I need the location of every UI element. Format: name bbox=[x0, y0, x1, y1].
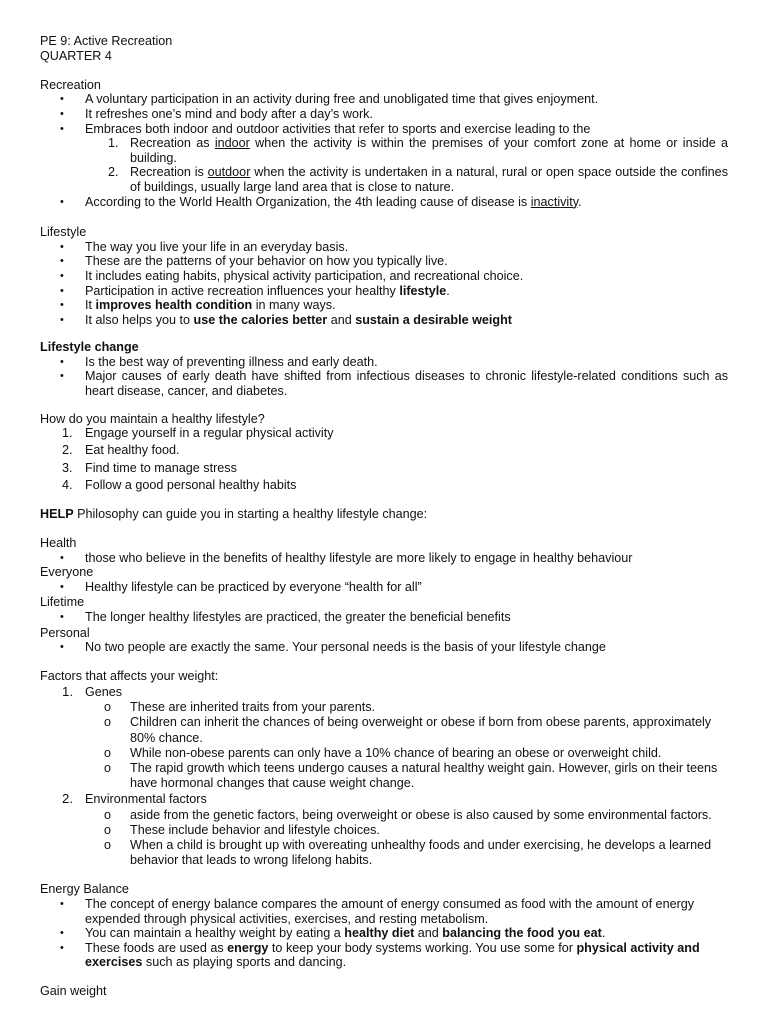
list-item: 1. Recreation as indoor when the activity is within the premises of your comfort zone at home or inside a building. bbox=[108, 136, 729, 165]
list-item: • The concept of energy balance compares the amount of energy consumed as food with the amount of energy expended through physical activities, exercises, and resting metabolism. bbox=[60, 896, 695, 926]
list-item: 1. Engage yourself in a regular physical activity bbox=[62, 426, 334, 441]
bullet-icon: • bbox=[60, 284, 64, 297]
bullet-icon: • bbox=[60, 941, 64, 954]
list-item: • The way you live your life in an everyday basis. bbox=[60, 239, 349, 254]
bullet-icon: • bbox=[60, 93, 64, 106]
list-item: • Is the best way of preventing illness and early death. bbox=[60, 354, 378, 369]
bullet-icon: • bbox=[60, 269, 64, 282]
circle-bullet-icon: o bbox=[104, 700, 112, 715]
list-item: 2. Eat healthy food. bbox=[62, 443, 180, 458]
section-heading: Lifestyle bbox=[40, 225, 87, 240]
bullet-icon: • bbox=[60, 580, 64, 593]
list-item: 4. Follow a good personal healthy habits bbox=[62, 477, 297, 492]
list-item: 1. Genes bbox=[62, 683, 123, 699]
section-heading: Energy Balance bbox=[40, 882, 129, 897]
section-weight-factors bbox=[40, 669, 728, 869]
list-item: 2. Recreation is outdoor when the activity is undertaken in a natural, rural or open space outside the confines of buildings, usually large land area that is close to nature. bbox=[108, 165, 728, 194]
list-item: • It improves health condition in many ways. bbox=[60, 298, 336, 313]
help-label: Personal bbox=[40, 625, 90, 640]
section-lifestyle bbox=[40, 225, 728, 327]
circle-bullet-icon: o bbox=[104, 837, 112, 852]
list-item: o These include behavior and lifestyle choices. bbox=[104, 822, 380, 837]
section-help bbox=[40, 507, 728, 522]
bullet-icon: • bbox=[60, 122, 64, 135]
list-item: • You can maintain a healthy weight by eating a healthy diet and balancing the food you eat. bbox=[60, 926, 606, 941]
help-label: Lifetime bbox=[40, 595, 85, 610]
circle-bullet-icon: o bbox=[104, 807, 112, 822]
bullet-icon: • bbox=[60, 107, 64, 120]
section-lifestyle-change bbox=[40, 340, 728, 398]
list-item: • It also helps you to use the calories better and sustain a desirable weight bbox=[60, 312, 512, 327]
section-maintain bbox=[40, 412, 728, 493]
list-item: o Children can inherit the chances of being overweight or obese if born from obese parents, approximately 80% chance. bbox=[104, 715, 712, 745]
section-heading: Recreation bbox=[40, 77, 101, 92]
section-heading: How do you maintain a healthy lifestyle? bbox=[40, 411, 265, 426]
list-item: • The longer healthy lifestyles are practiced, the greater the beneficial benefits bbox=[60, 609, 511, 624]
section-heading: Gain weight bbox=[40, 983, 107, 998]
bullet-icon: • bbox=[60, 255, 64, 268]
circle-bullet-icon: o bbox=[104, 760, 112, 775]
list-item: • These are the patterns of your behavior on how you typically live. bbox=[60, 254, 448, 269]
bullet-icon: • bbox=[60, 610, 64, 623]
list-item: • These foods are used as energy to keep your body systems working. You use some for physical activity and exercises such as playing sports and dancing. bbox=[60, 940, 700, 970]
bullet-icon: • bbox=[60, 370, 64, 383]
section-heading: Factors that affects your weight: bbox=[40, 668, 219, 683]
help-label: Everyone bbox=[40, 565, 94, 580]
list-item: • According to the World Health Organization, the 4th leading cause of disease is inactivity. bbox=[60, 194, 582, 209]
list-item: 3. Find time to manage stress bbox=[62, 460, 237, 475]
section-help-items bbox=[40, 536, 728, 655]
circle-bullet-icon: o bbox=[104, 715, 112, 730]
bullet-icon: • bbox=[60, 313, 64, 326]
list-item: • those who believe in the benefits of healthy lifestyle are more likely to engage in healthy behaviour bbox=[60, 550, 633, 565]
list-item: o While non-obese parents can only have a 10% chance of bearing an obese or overweight child. bbox=[104, 745, 662, 760]
quarter-label: QUARTER 4 bbox=[40, 48, 112, 63]
section-heading: Lifestyle change bbox=[40, 340, 139, 355]
bullet-icon: • bbox=[60, 355, 64, 368]
list-item: 2. Environmental factors bbox=[62, 791, 207, 807]
circle-bullet-icon: o bbox=[104, 745, 112, 760]
list-item: • It refreshes one’s mind and body after a day’s work. bbox=[60, 106, 373, 121]
list-item: o aside from the genetic factors, being overweight or obese is also caused by some environmental factors. bbox=[104, 807, 712, 822]
bullet-icon: • bbox=[60, 551, 64, 564]
bullet-icon: • bbox=[60, 195, 64, 208]
list-item: • Major causes of early death have shifted from infectious diseases to chronic lifestyle-related conditions such as heart disease, cancer, and diabetes. bbox=[60, 369, 728, 399]
section-recreation bbox=[40, 78, 728, 209]
help-label: Health bbox=[40, 536, 77, 550]
list-item: • Healthy lifestyle can be practiced by everyone “health for all” bbox=[60, 579, 422, 594]
course-title: PE 9: Active Recreation bbox=[40, 34, 173, 48]
section-gain-weight bbox=[40, 984, 728, 999]
circle-bullet-icon: o bbox=[104, 822, 112, 837]
section-energy-balance bbox=[40, 882, 728, 970]
list-item: • A voluntary participation in an activity during free and unobligated time that gives enjoyment. bbox=[60, 92, 599, 107]
help-intro: HELP Philosophy can guide you in starting a healthy lifestyle change: bbox=[40, 507, 428, 522]
bullet-icon: • bbox=[60, 641, 64, 654]
list-item: • Embraces both indoor and outdoor activities that refer to sports and exercise leading to the bbox=[60, 121, 591, 136]
list-item: • Participation in active recreation influences your healthy lifestyle. bbox=[60, 283, 450, 298]
list-item: • No two people are exactly the same. Your personal needs is the basis of your lifestyle change bbox=[60, 640, 606, 655]
list-item: o When a child is brought up with overeating unhealthy foods and under exercising, he develops a learned behavior that leads to wrong lifelong habits. bbox=[104, 837, 712, 868]
bullet-icon: • bbox=[60, 299, 64, 312]
bullet-icon: • bbox=[60, 927, 64, 940]
list-item: • It includes eating habits, physical activity participation, and recreational choice. bbox=[60, 268, 524, 283]
list-item: o The rapid growth which teens undergo causes a natural healthy weight gain. However, girls on their teens have hormonal changes that cause weight change. bbox=[104, 760, 718, 791]
bullet-icon: • bbox=[60, 897, 64, 910]
list-item: o These are inherited traits from your parents. bbox=[104, 700, 375, 715]
bullet-icon: • bbox=[60, 240, 64, 253]
